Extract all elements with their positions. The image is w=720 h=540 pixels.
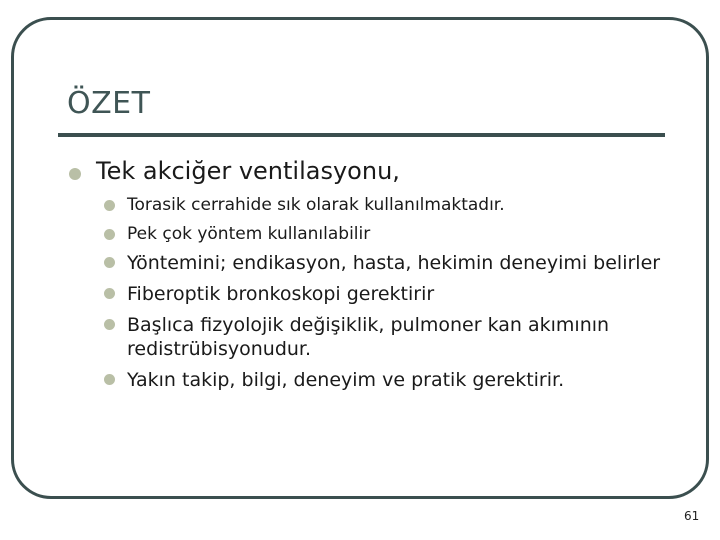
bullet-dot-icon (104, 257, 115, 268)
sub-bullet-item (104, 193, 664, 222)
sub-bullet-text: Yöntemini; endikasyon, hasta, hekimin deneyimi belirler (127, 252, 661, 274)
bullet-dot-icon (104, 288, 115, 299)
sub-bullet-item (104, 282, 664, 306)
bullet-dot-icon (104, 319, 115, 330)
sub-bullet-list (104, 193, 664, 392)
sub-bullet-text: Pek çok yöntem kullanılabilir (127, 224, 371, 244)
bullet-dot-icon (104, 200, 115, 211)
bullet-dot-icon (104, 374, 115, 385)
sub-bullet-text: Fiberoptik bronkoskopi gerektirir (127, 283, 435, 305)
sub-bullet-text: Torasik cerrahide sık olarak kullanılmaktadır. (127, 195, 505, 215)
bullet-dot-icon (69, 168, 81, 180)
title-divider (58, 133, 665, 137)
sub-bullet-item (104, 368, 664, 392)
sub-bullet-item (104, 222, 664, 251)
sub-bullet-item (104, 251, 664, 275)
sub-bullet-item (104, 313, 664, 361)
sub-bullet-text: Yakın takip, bilgi, deneyim ve pratik gerektirir. (127, 369, 565, 391)
main-bullet-text: Tek akciğer ventilasyonu, (96, 157, 400, 185)
slide-title: ÖZET (67, 86, 151, 121)
bullet-dot-icon (104, 229, 115, 240)
page-number: 61 (684, 509, 700, 523)
sub-bullet-text: Başlıca fizyolojik değişiklik, pulmoner kan akımının redistrübisyonudur. (127, 314, 610, 360)
